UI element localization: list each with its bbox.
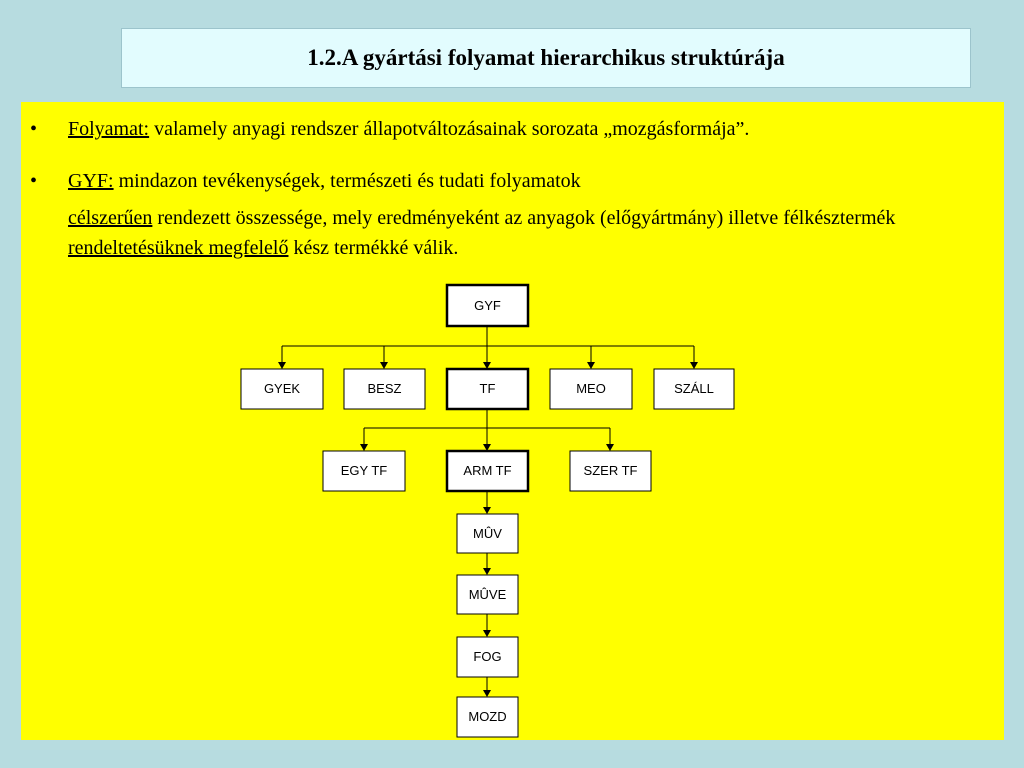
node-szall bbox=[654, 369, 734, 409]
node-mozd bbox=[457, 697, 518, 737]
gyf-definition-part2: rendezett összessége, mely eredményeként az anyagok (előgyártmány) illetve félkésztermék bbox=[152, 207, 896, 229]
term-celszeruen: célszerűen bbox=[68, 207, 153, 229]
node-egy-tf-label: EGY TF bbox=[340, 463, 388, 478]
arrow-to-meo bbox=[587, 362, 595, 369]
arrow-to-mozd bbox=[483, 690, 491, 697]
node-besz-label: BESZ bbox=[367, 381, 402, 396]
node-egy-tf bbox=[323, 451, 405, 491]
arrow-to-gyek bbox=[278, 362, 286, 369]
node-muv-label: MÛV bbox=[473, 526, 502, 541]
arrow-to-egy-tf bbox=[360, 444, 368, 451]
node-gyek bbox=[241, 369, 323, 409]
node-muve-label: MÛVE bbox=[468, 587, 507, 602]
node-fog-label: FOG bbox=[473, 649, 502, 664]
arrow-to-fog bbox=[483, 630, 491, 637]
node-gyf-label: GYF bbox=[474, 298, 501, 313]
node-szer-tf bbox=[570, 451, 651, 491]
node-meo-label: MEO bbox=[576, 381, 606, 396]
arrow-to-besz bbox=[380, 362, 388, 369]
node-arm-tf bbox=[447, 451, 528, 491]
term-rendeltetes: rendeltetésüknek megfelelő bbox=[68, 237, 289, 259]
node-gyf bbox=[447, 285, 528, 326]
node-tf bbox=[447, 369, 528, 409]
term-folyamat: Folyamat: bbox=[68, 118, 150, 140]
arrow-to-szer-tf bbox=[606, 444, 614, 451]
node-arm-tf-label: ARM TF bbox=[463, 463, 512, 478]
gyf-definition-part3: kész termékké válik. bbox=[288, 237, 459, 259]
node-szall-label: SZÁLL bbox=[674, 381, 714, 396]
node-meo bbox=[550, 369, 632, 409]
arrow-to-szall bbox=[690, 362, 698, 369]
node-szer-tf-label: SZER TF bbox=[583, 463, 638, 478]
node-mozd-label: MOZD bbox=[468, 709, 507, 724]
bullet-marker-1: • bbox=[30, 118, 38, 140]
slide-title: 1.2.A gyártási folyamat hierarchikus struktúrája bbox=[307, 45, 785, 70]
term-gyf: GYF: bbox=[68, 170, 114, 192]
node-besz bbox=[344, 369, 425, 409]
gyf-definition-line1: mindazon tevékenységek, természeti és tudati folyamatok bbox=[113, 170, 581, 192]
node-fog bbox=[457, 637, 518, 677]
node-muv bbox=[457, 514, 518, 553]
node-tf-label: TF bbox=[479, 381, 496, 396]
node-gyek-label: GYEK bbox=[263, 381, 301, 396]
node-muve bbox=[457, 575, 518, 614]
arrow-to-muve bbox=[483, 568, 491, 575]
folyamat-definition: valamely anyagi rendszer állapotváltozásainak sorozata „mozgásformája”. bbox=[149, 118, 750, 140]
bullet-marker-2: • bbox=[30, 170, 38, 192]
arrow-to-muv bbox=[483, 507, 491, 514]
